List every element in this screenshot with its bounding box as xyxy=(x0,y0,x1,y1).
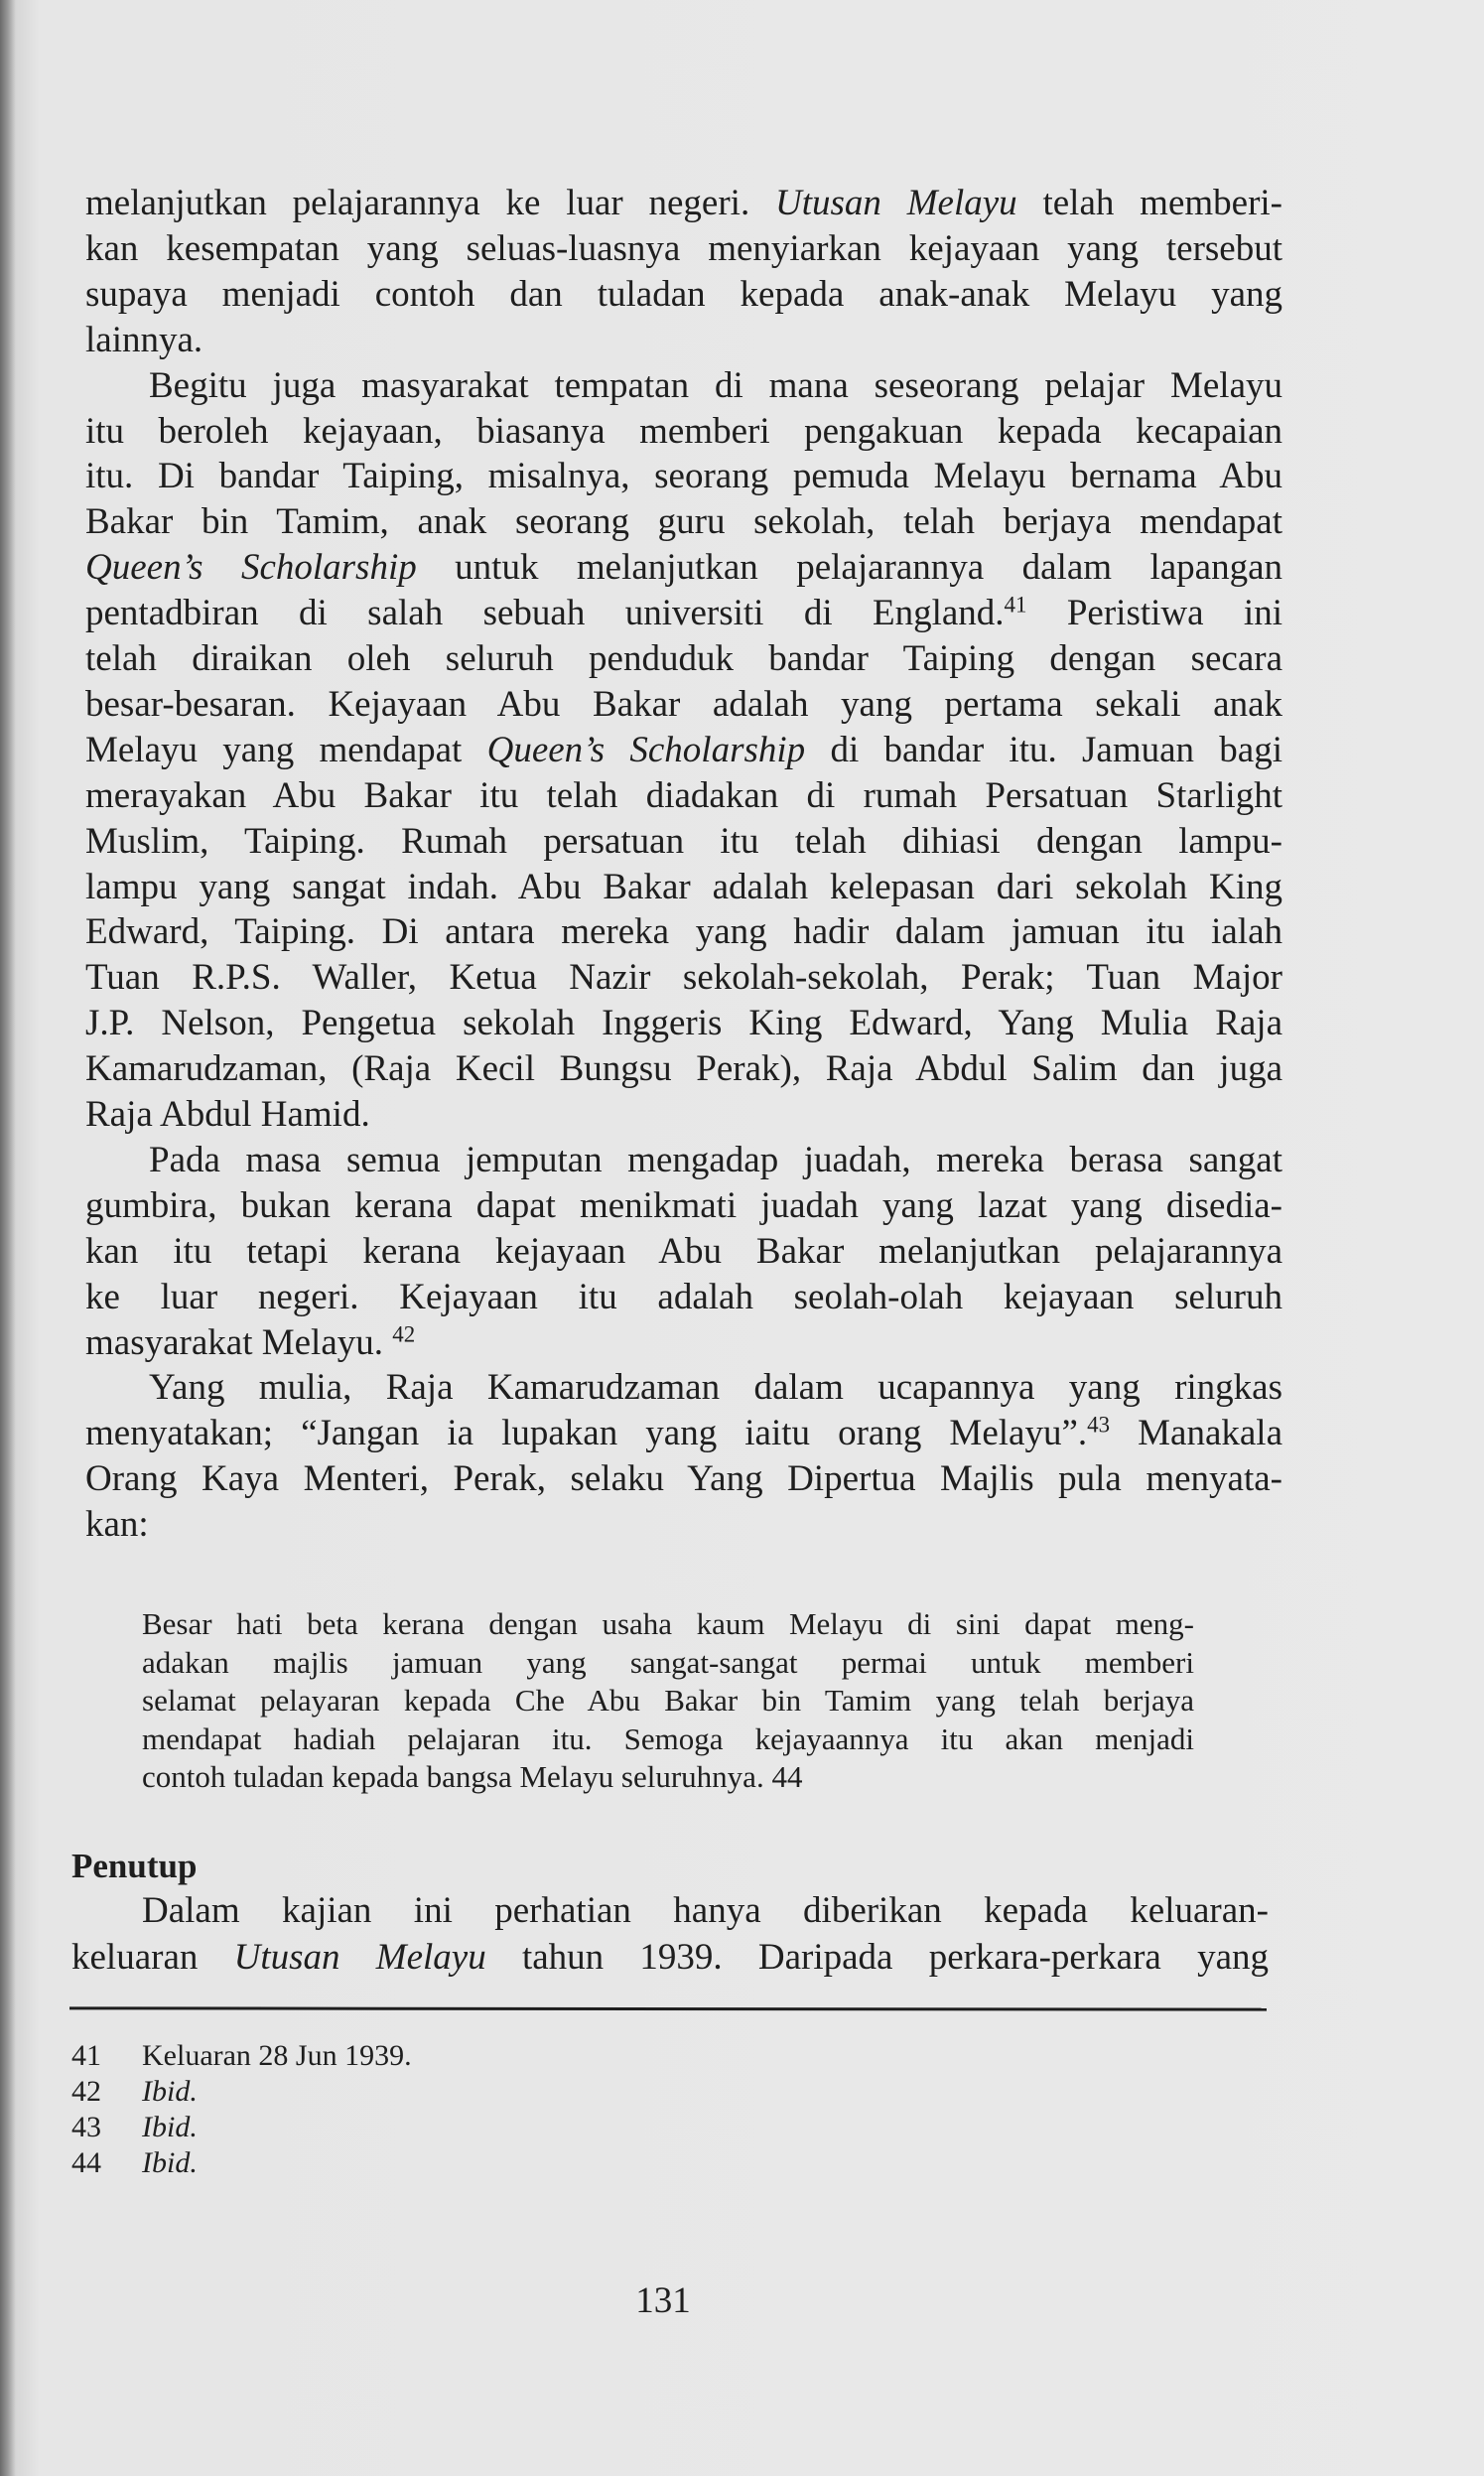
text-span: Begitu juga masyarakat tempatan di mana seseorang pelajar Melayu xyxy=(149,364,1282,406)
text-span: kan itu tetapi kerana kejayaan Abu Bakar melanjutkan pelajarannya xyxy=(85,1230,1282,1272)
text-line xyxy=(85,456,1282,497)
footnote-text: Ibid. xyxy=(142,2111,198,2143)
text-line xyxy=(85,1230,1282,1272)
italic-text: Queen’s Scholarship xyxy=(85,547,417,589)
text-line xyxy=(149,364,1282,406)
text-span: Tuan R.P.S. Waller, Ketua Nazir sekolah-sekolah, Perak; Tuan Major xyxy=(85,957,1282,999)
footnote-number: 43 xyxy=(71,2111,101,2143)
text-span: Muslim, Taiping. Rumah persatuan itu telah dihiasi dengan lampu- xyxy=(85,820,1282,862)
text-line xyxy=(85,1504,149,1546)
footnote-reference: 42 xyxy=(392,1320,416,1346)
text-span: Raja Abdul Hamid. xyxy=(85,1094,370,1135)
text-span: Melayu yang mendapat xyxy=(85,729,487,770)
text-line xyxy=(85,185,1282,221)
text-span: lampu yang sangat indah. Abu Bakar adalah kelepasan dari sekolah King xyxy=(85,866,1282,907)
footnote-number: 41 xyxy=(71,2039,101,2072)
text-span: itu beroleh kejayaan, biasanya memberi pengakuan kepada kecapaian xyxy=(85,410,1282,452)
text-line xyxy=(85,640,1282,677)
text-span: Manakala xyxy=(1110,1413,1282,1454)
text-line xyxy=(85,1184,1282,1226)
italic-text: Utusan Melayu xyxy=(775,183,1017,223)
text-span: besar-besaran. Kejayaan Abu Bakar adalah yang pertama sekali anak xyxy=(85,683,1282,725)
text-span: lainnya. xyxy=(85,319,203,360)
text-line xyxy=(85,1276,1282,1317)
text-span: keluaran xyxy=(71,1937,234,1978)
text-span: merayakan Abu Bakar itu telah diadakan di rumah Persatuan Starlight xyxy=(85,774,1282,816)
text-line xyxy=(85,957,1282,999)
text-line xyxy=(85,1320,416,1363)
text-line xyxy=(85,1003,1282,1044)
text-span: Edward, Taiping. Di antara mereka yang hadir dalam jamuan itu ialah xyxy=(85,911,1282,953)
text-line xyxy=(85,410,1282,452)
text-span: telah memberi- xyxy=(1016,183,1282,223)
text-line xyxy=(85,866,1282,907)
footnote-number: 42 xyxy=(71,2075,101,2108)
text-line xyxy=(85,683,1282,725)
text-line xyxy=(149,1139,1282,1180)
text-line xyxy=(85,1458,1282,1500)
text-line xyxy=(142,1608,1194,1639)
text-span: Yang mulia, Raja Kamarudzaman dalam ucapannya yang ringkas xyxy=(149,1367,1282,1409)
text-line xyxy=(142,1683,1194,1719)
text-line xyxy=(85,592,1282,634)
text-span: itu. Di bandar Taiping, misalnya, seorang pemuda Melayu bernama Abu xyxy=(85,456,1282,497)
text-span: menyatakan; “Jangan ia lupakan yang iaitu orang Melayu”. xyxy=(85,1413,1088,1454)
text-line xyxy=(85,1096,370,1133)
text-line xyxy=(142,1892,1269,1929)
text-line xyxy=(85,227,1282,269)
text-line xyxy=(85,1048,1282,1090)
text-span: Bakar bin Tamim, anak seorang guru sekolah, telah berjaya mendapat xyxy=(85,501,1282,543)
text-line xyxy=(85,273,1282,315)
footnote-number: 44 xyxy=(71,2146,101,2179)
text-span: kan: xyxy=(85,1504,149,1546)
italic-text: Utusan Melayu xyxy=(233,1937,486,1978)
text-span: Besar hati beta kerana dengan usaha kaum Melayu di sini dapat meng- xyxy=(142,1606,1194,1641)
footnote-reference: 43 xyxy=(1087,1412,1111,1438)
footnote-text: Ibid. xyxy=(142,2075,198,2108)
text-span: Dalam kajian ini perhatian hanya diberikan kepada keluaran- xyxy=(142,1890,1269,1931)
text-span: untuk melanjutkan pelajarannya dalam lapangan xyxy=(416,547,1282,589)
text-span: Orang Kaya Menteri, Perak, selaku Yang Dipertua Majlis pula menyata- xyxy=(85,1458,1282,1500)
footnote-reference: 41 xyxy=(1004,592,1027,618)
text-line xyxy=(142,1644,1194,1680)
text-span: kan kesempatan yang seluas-luasnya menyiarkan kejayaan yang tersebut xyxy=(85,227,1282,269)
text-line xyxy=(85,547,1282,589)
text-span: melanjutkan pelajarannya ke luar negeri. xyxy=(85,183,776,223)
text-line xyxy=(71,1939,1269,1976)
text-span: pentadbiran di salah sebuah universiti di England. xyxy=(85,593,1005,634)
italic-text: Queen’s Scholarship xyxy=(486,729,806,770)
text-span: Pada masa semua jemputan mengadap juadah, mereka berasa sangat xyxy=(149,1139,1282,1180)
text-line xyxy=(85,319,203,360)
text-span: ke luar negeri. Kejayaan itu adalah seolah-olah kejayaan seluruh xyxy=(85,1276,1282,1317)
footnote-text: Ibid. xyxy=(142,2146,198,2179)
text-line xyxy=(85,1412,1282,1454)
text-span: contoh tuladan kepada bangsa Melayu seluruhnya. 44 xyxy=(142,1759,803,1795)
footnote-rule xyxy=(69,2006,1267,2010)
text-span: Peristiwa ini xyxy=(1026,593,1282,634)
text-span: telah diraikan oleh seluruh penduduk bandar Taiping dengan secara xyxy=(85,638,1282,679)
footnote-text: Keluaran 28 Jun 1939. xyxy=(142,2039,412,2072)
text-line xyxy=(85,774,1282,816)
text-line xyxy=(85,820,1282,862)
page-number: 131 xyxy=(635,2280,691,2321)
text-span: tahun 1939. Daripada perkara-perkara yang xyxy=(485,1937,1269,1978)
text-span: supaya menjadi contoh dan tuladan kepada anak-anak Melayu yang xyxy=(85,273,1282,315)
text-line xyxy=(85,911,1282,953)
text-span: selamat pelayaran kepada Che Abu Bakar bin Tamim yang telah berjaya xyxy=(142,1683,1194,1719)
text-span: J.P. Nelson, Pengetua sekolah Inggeris King Edward, Yang Mulia Raja xyxy=(85,1003,1282,1044)
text-span: gumbira, bukan kerana dapat menikmati juadah yang lazat yang disedia- xyxy=(85,1184,1282,1226)
text-span: Kamarudzaman, (Raja Kecil Bungsu Perak), Raja Abdul Salim dan juga xyxy=(85,1048,1282,1090)
text-span: di bandar itu. Jamuan bagi xyxy=(805,729,1283,770)
text-span: masyarakat Melayu. xyxy=(85,1321,393,1363)
text-line xyxy=(149,1367,1282,1409)
text-line xyxy=(142,1759,803,1795)
text-line xyxy=(85,501,1282,543)
text-span: mendapat hadiah pelajaran itu. Semoga kejayaannya itu akan menjadi xyxy=(142,1720,1194,1756)
text-span: adakan majlis jamuan yang sangat-sangat permai untuk memberi xyxy=(142,1644,1194,1680)
text-line xyxy=(142,1720,1194,1756)
text-line xyxy=(85,729,1283,770)
section-heading: Penutup xyxy=(71,1847,198,1885)
